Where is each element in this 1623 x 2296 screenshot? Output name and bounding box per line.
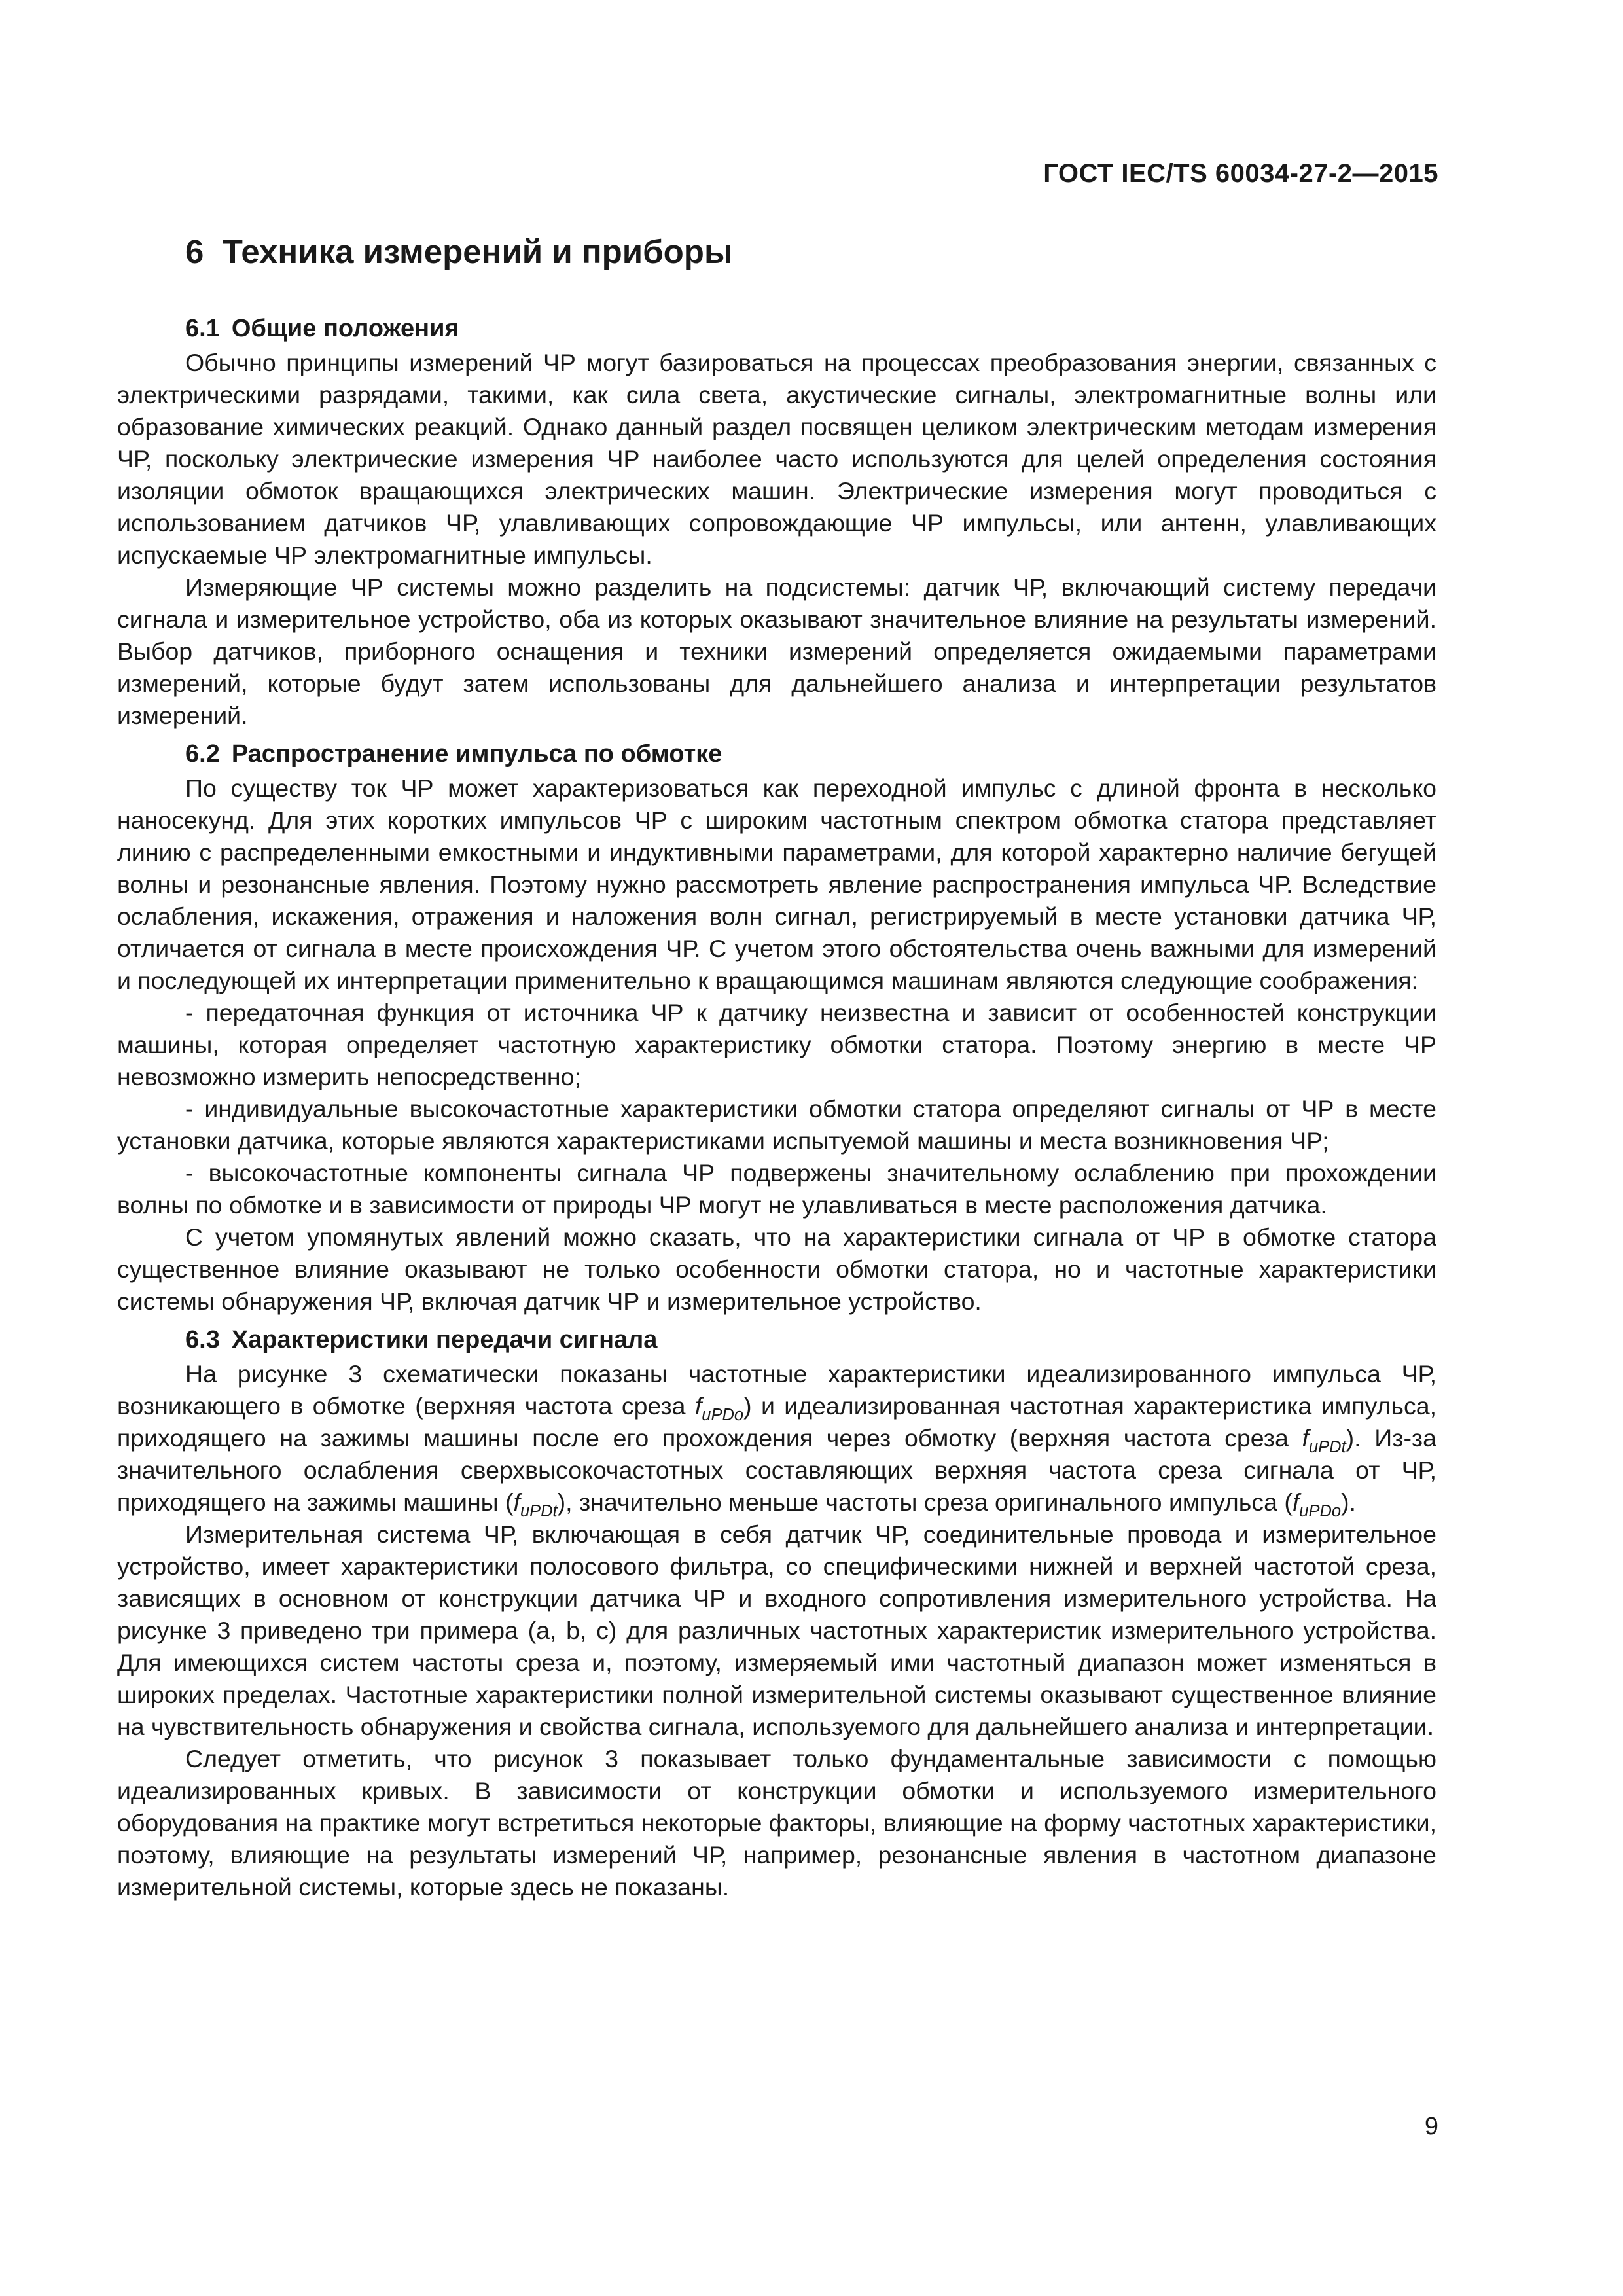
subsection-title: Распространение импульса по обмотке [231, 740, 722, 768]
formula-f-upd-o: $f_{uPDo}$ [1292, 1488, 1342, 1520]
subsection-title: Характеристики передачи сигнала [231, 1326, 658, 1354]
subsection-number: 6.1 [185, 315, 220, 342]
subsection-title: Общие положения [231, 315, 459, 342]
paragraph: Измеряющие ЧР системы можно разделить на подсистемы: датчик ЧР, включающий систему передачи сигнала и измерительное устройство, оба из которых оказывают значительное влияние на результаты измерений. Выбор датчиков, приборного оснащения и техники измерений определяется ожидаемыми параметрами измерений, которые будут затем использованы для дальнейшего анализа и интерпретации результатов измерений. [117, 573, 1436, 729]
subsection-heading-6-1 [117, 310, 1436, 347]
subsection-number: 6.2 [185, 740, 220, 768]
paragraph: Следует отметить, что рисунок 3 показывает только фундаментальные зависимости с помощью идеализированных кривых. В зависимости от конструкции обмотки и используемого измерительного оборудования на практике могут встретиться некоторые факторы, влияющие на форму частотных характеристики, поэтому, влияющие на результаты измерений ЧР, например, резонансные явления в частотном диапазоне измерительной системы, которые здесь не показаны. [117, 1745, 1436, 1901]
document-body [117, 306, 1436, 1903]
section-heading [185, 232, 733, 271]
section-number: 6 [185, 233, 204, 270]
paragraph: По существу ток ЧР может характеризоваться как переходной импульс с длиной фронта в несколько наносекунд. Для этих коротких импульсов ЧР с широким частотным спектром обмотка статора представляет линию с распределенными емкостными и индуктивными параметрами, для которой характерно наличие бегущей волны и резонансные явления. Поэтому нужно рассмотреть явление распространения импульса ЧР. Вследствие ослабления, искажения, отражения и наложения волн сигнал, регистрируемый в месте установки датчика ЧР, отличается от сигнала в месте происхождения ЧР. С учетом этого обстоятельства очень важными для измерений и последующей их интерпретации применительно к вращающимся машинам являются следующие соображения: [117, 774, 1436, 994]
text-run: На рисунке 3 схематически показаны частотные характеристики идеализированного импульса ЧР, возникающего в обмотке (верхняя частота среза [117, 1360, 1436, 1420]
formula-f-upd-o: $f_{uPDo}$ [694, 1392, 744, 1424]
text-run: ) и идеализированная частотная характеристика импульса, приходящего на зажимы машины после его прохождения через обмотку (верхняя частота среза [117, 1392, 1436, 1452]
page-number: 9 [1424, 2113, 1438, 2140]
text-run: ), значительно меньше частоты среза оригинального импульса ( [557, 1488, 1293, 1516]
section-title: Техника измерений и приборы [222, 233, 733, 270]
document-header: ГОСТ IEC/TS 60034-27-2—2015 [1043, 159, 1438, 188]
paragraph: Обычно принципы измерений ЧР могут базироваться на процессах преобразования энергии, связанных с электрическими разрядами, такими, как сила света, акустические сигналы, электромагнитные волны или образование химических реакций. Однако данный раздел посвящен целиком электрическим методам измерения ЧР, поскольку электрические измерения ЧР наиболее часто используются для целей определения состояния изоляции обмоток вращающихся электрических машин. Электрические измерения могут проводиться с использованием датчиков ЧР, улавливающих сопровождающие ЧР импульсы, или антенн, улавливающих испускаемые ЧР электромагнитные импульсы. [117, 349, 1436, 569]
list-item: - передаточная функция от источника ЧР к датчику неизвестна и зависит от особенностей конструкции машины, которая определяет частотную характеристику обмотки статора. Поэтому энергию в месте ЧР невозможно измерить непосредственно; [117, 999, 1436, 1090]
paragraph [117, 1358, 1436, 1518]
subsection-number: 6.3 [185, 1326, 220, 1354]
formula-f-upd-t: $f_{uPDt}$ [1302, 1424, 1346, 1456]
text-run: ). [1341, 1488, 1356, 1516]
list-item: - высокочастотные компоненты сигнала ЧР подвержены значительному ослаблению при прохождении волны по обмотке и в зависимости от природы ЧР могут не улавливаться в месте расположения датчика. [117, 1159, 1436, 1219]
subsection-heading-6-2 [117, 736, 1436, 772]
text-run: ). Из-за значительного ослабления сверхвысокочастотных составляющих верхняя частота среза сигнала от ЧР, приходящего на зажимы машины ( [117, 1424, 1436, 1516]
paragraph: С учетом упомянутых явлений можно сказать, что на характеристики сигнала от ЧР в обмотке статора существенное влияние оказывают не только особенности обмотки статора, но и частотные характеристики системы обнаружения ЧР, включая датчик ЧР и измерительное устройство. [117, 1223, 1436, 1315]
list-item: - индивидуальные высокочастотные характеристики обмотки статора определяют сигналы от ЧР в месте установки датчика, которые являются характеристиками испытуемой машины и места возникновения ЧР; [117, 1095, 1436, 1155]
paragraph: Измерительная система ЧР, включающая в себя датчик ЧР, соединительные провода и измерительное устройство, имеет характеристики полосового фильтра, со специфическими нижней и верхней частотой среза, зависящих в основном от конструкции датчика ЧР и входного сопротивления измерительного устройства. На рисунке 3 приведено три примера (a, b, c) для различных частотных характеристик измерительного устройства. Для имеющихся систем частоты среза и, поэтому, измеряемый ими частотный диапазон может изменяться в широких пределах. Частотные характеристики полной измерительной системы оказывают существенное влияние на чувствительность обнаружения и свойства сигнала, используемого для дальнейшего анализа и интерпретации. [117, 1520, 1436, 1740]
formula-f-upd-t: $f_{uPDt}$ [513, 1488, 558, 1520]
subsection-heading-6-3 [117, 1321, 1436, 1358]
